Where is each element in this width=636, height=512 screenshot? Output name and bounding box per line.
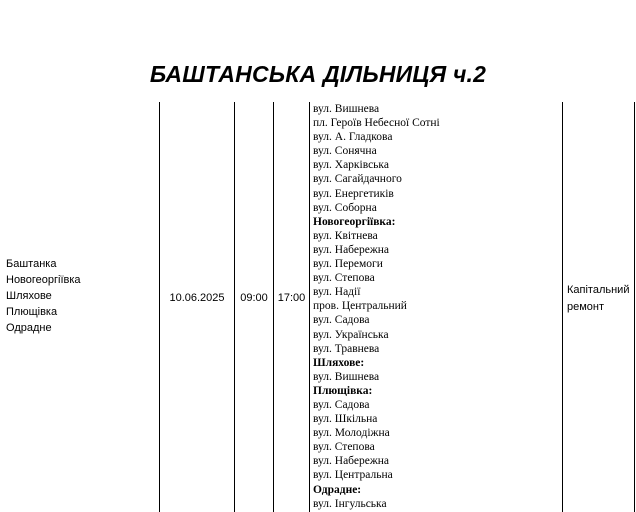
outage-table [0,102,636,512]
column-divider [562,102,563,512]
street-name: вул. Сонячна [313,145,377,158]
street-name: вул. Садова [313,314,370,327]
street-name: вул. Набережна [313,455,390,468]
street-name: пл. Героїв Небесної Сотні [313,117,440,130]
street-name: вул. Степова [313,272,375,285]
street-name: вул. Українська [313,328,389,341]
column-divider [634,102,635,512]
settlement-name: Баштанка [6,258,57,270]
work-type-line: ремонт [567,301,605,313]
settlement-heading: Одрадне: [313,483,362,496]
street-name: вул. Енергетиків [313,187,394,200]
work-type-cell [567,282,633,316]
start-time-cell: 09:00 [240,292,268,304]
settlement-name: Плющівка [6,306,58,318]
work-type-line: Капітальний [567,284,630,296]
column-divider [234,102,235,512]
settlement-heading: Новогеоргіївка: [313,215,396,228]
settlement-heading: Плющівка: [313,384,373,397]
end-time-cell: 17:00 [277,292,306,304]
street-name: вул. Соборна [313,201,377,214]
street-name: вул. Травнева [313,342,380,355]
street-name: вул. Сагайдачного [313,173,402,186]
settlement-heading: Шляхове: [313,356,365,369]
street-name: вул. Інгульська [313,497,387,510]
street-name: вул. Квітнева [313,229,378,242]
street-name: вул. Центральна [313,469,393,482]
page-title: БАШТАНСЬКА ДІЛЬНИЦЯ ч.2 [149,61,487,87]
column-divider [159,102,160,512]
street-name: вул. Молодіжна [313,427,390,440]
date-cell: 10.06.2025 [169,292,225,304]
street-name: вул. Шкільна [313,413,378,426]
street-name: вул. Надії [313,286,361,299]
street-name: пров. Центральний [313,300,407,313]
streets-cell [313,102,558,511]
street-name: вул. Набережна [313,243,390,256]
settlement-name: Новогеоргіївка [6,274,81,286]
column-divider [273,102,274,512]
column-divider [309,102,310,512]
settlement-name: Одрадне [6,322,52,334]
settlements-cell [6,256,156,336]
street-name: вул. Харківська [313,159,389,172]
street-name: вул. А. Гладкова [313,131,393,144]
street-name: вул. Перемоги [313,258,383,271]
street-name: вул. Садова [313,398,370,411]
street-name: вул. Степова [313,441,375,454]
settlement-name: Шляхове [6,290,52,302]
street-name: вул. Вишнева [313,103,380,115]
street-name: вул. Вишнева [313,370,380,383]
